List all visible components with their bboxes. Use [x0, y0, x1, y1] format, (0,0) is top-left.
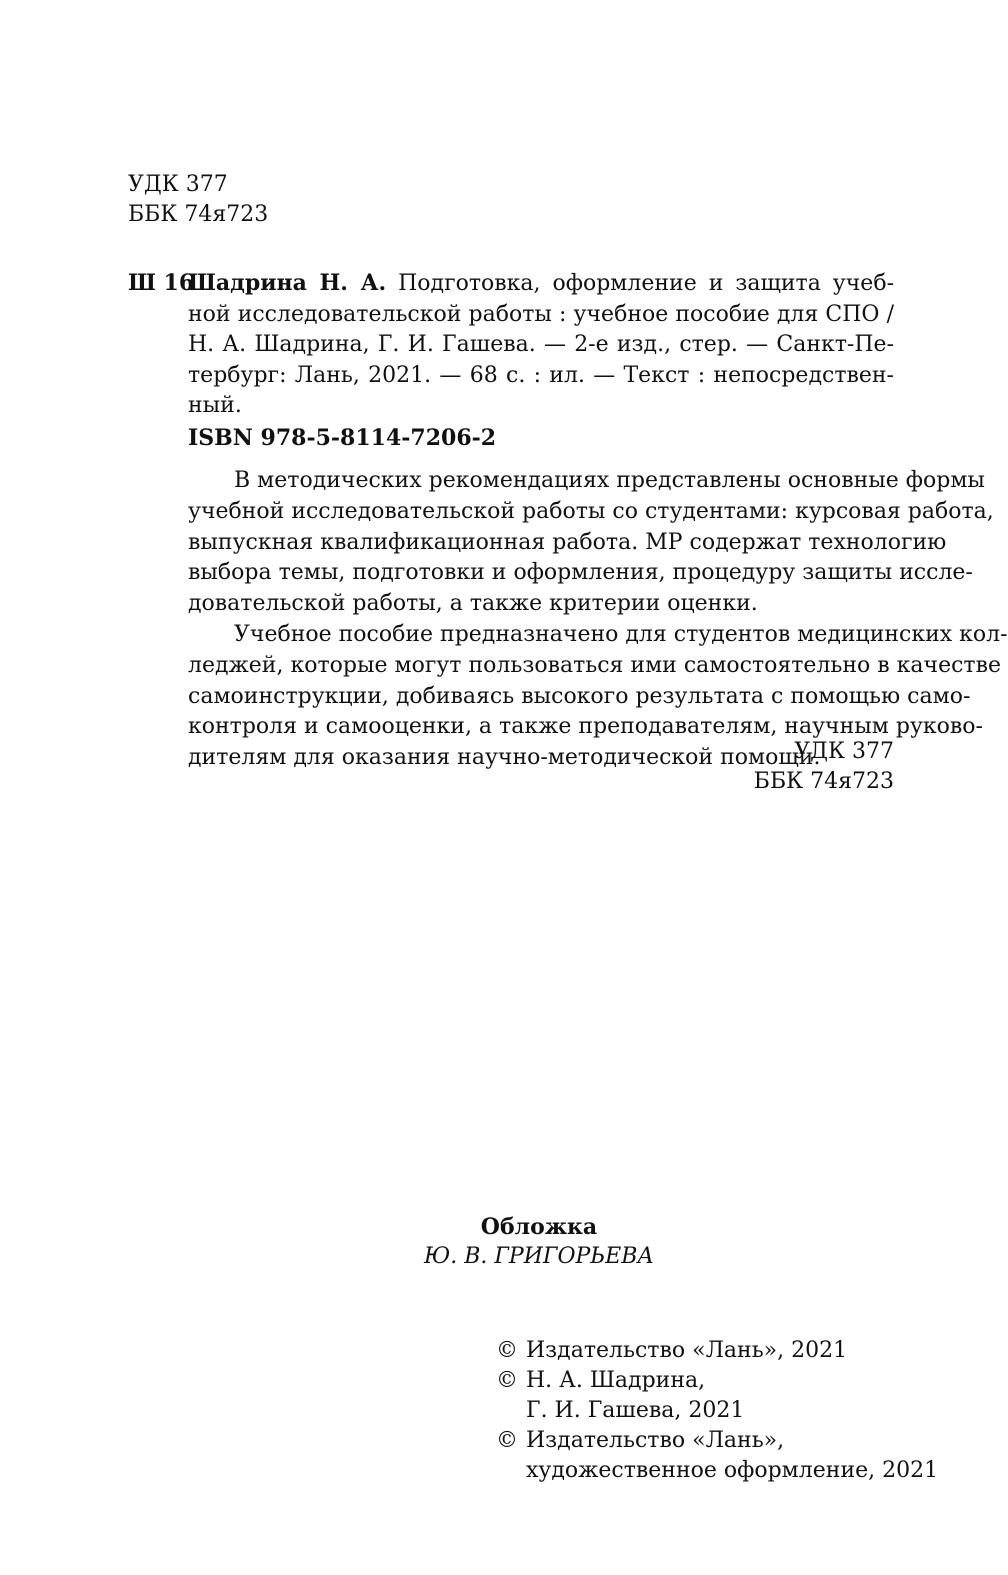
author-index-code: Ш 16: [128, 270, 195, 296]
biblio-line-1: [188, 268, 894, 300]
abstract-line: довательской работы, а также критерии оценки.: [188, 591, 758, 617]
biblio-line-4: тербург: Лань, 2021. — 68 с. : ил. — Текст : непосредствен-: [188, 362, 894, 388]
title-start: Подготовка, оформление и защита учеб-: [398, 271, 894, 296]
abstract: [188, 466, 1008, 774]
copyright-publisher: © Издательство «Лань», 2021: [496, 1336, 938, 1366]
author-name: Шадрина Н. А.: [188, 270, 387, 296]
isbn: ISBN 978-5-8114-7206-2: [188, 425, 497, 451]
cover-label: Обложка: [480, 1214, 598, 1240]
abstract-line: учебной исследовательской работы со студентами: курсовая работа,: [188, 498, 994, 524]
bibliographic-record: [188, 268, 894, 422]
classification-codes-top: [128, 170, 268, 230]
abstract-line: леджей, которые могут пользоваться ими самостоятельно в качестве: [188, 652, 1002, 678]
biblio-line-2: ной исследовательской работы : учебное пособие для СПО /: [188, 301, 894, 327]
copyright-icon: ©: [496, 1338, 518, 1363]
bbk-code: ББК 74я723: [128, 202, 269, 227]
cover-credit: [0, 1212, 1008, 1272]
copyright-authors: © Н. А. Шадрина,: [496, 1366, 938, 1396]
biblio-line-5: ный.: [188, 393, 242, 418]
copyright-icon: ©: [496, 1428, 518, 1453]
abstract-line: выпускная квалификационная работа. МР содержат технологию: [188, 529, 947, 555]
cover-designer: Ю. В. ГРИГОРЬЕВА: [423, 1244, 655, 1269]
biblio-line-3: Н. А. Шадрина, Г. И. Гашева. — 2-е изд., стер. — Санкт-Пе-: [188, 332, 894, 357]
abstract-line: В методических рекомендациях представлены основные формы: [234, 468, 985, 493]
copyright-authors-continued: Г. И. Гашева, 2021: [526, 1398, 745, 1423]
abstract-line: выбора темы, подготовки и оформления, процедуру защиты иссле-: [188, 560, 973, 586]
copyright-icon: ©: [496, 1368, 518, 1393]
abstract-line: дителям для оказания научно-методической помощи.: [188, 745, 821, 771]
abstract-line: контроля и самооценки, а также преподавателям, научным руково-: [188, 714, 983, 740]
classification-codes-bottom: [754, 737, 894, 797]
udk-code: УДК 377: [794, 739, 894, 764]
abstract-line: Учебное пособие предназначено для студентов медицинских кол-: [234, 621, 1008, 647]
udk-code: УДК 377: [128, 172, 228, 197]
bbk-code: ББК 74я723: [753, 769, 894, 794]
copyright-design: © Издательство «Лань»,: [496, 1426, 938, 1456]
abstract-line: самоинструкции, добиваясь высокого результата с помощью само-: [188, 683, 971, 709]
copyright-design-continued: художественное оформление, 2021: [526, 1458, 939, 1483]
copyright-notices: [496, 1336, 938, 1486]
